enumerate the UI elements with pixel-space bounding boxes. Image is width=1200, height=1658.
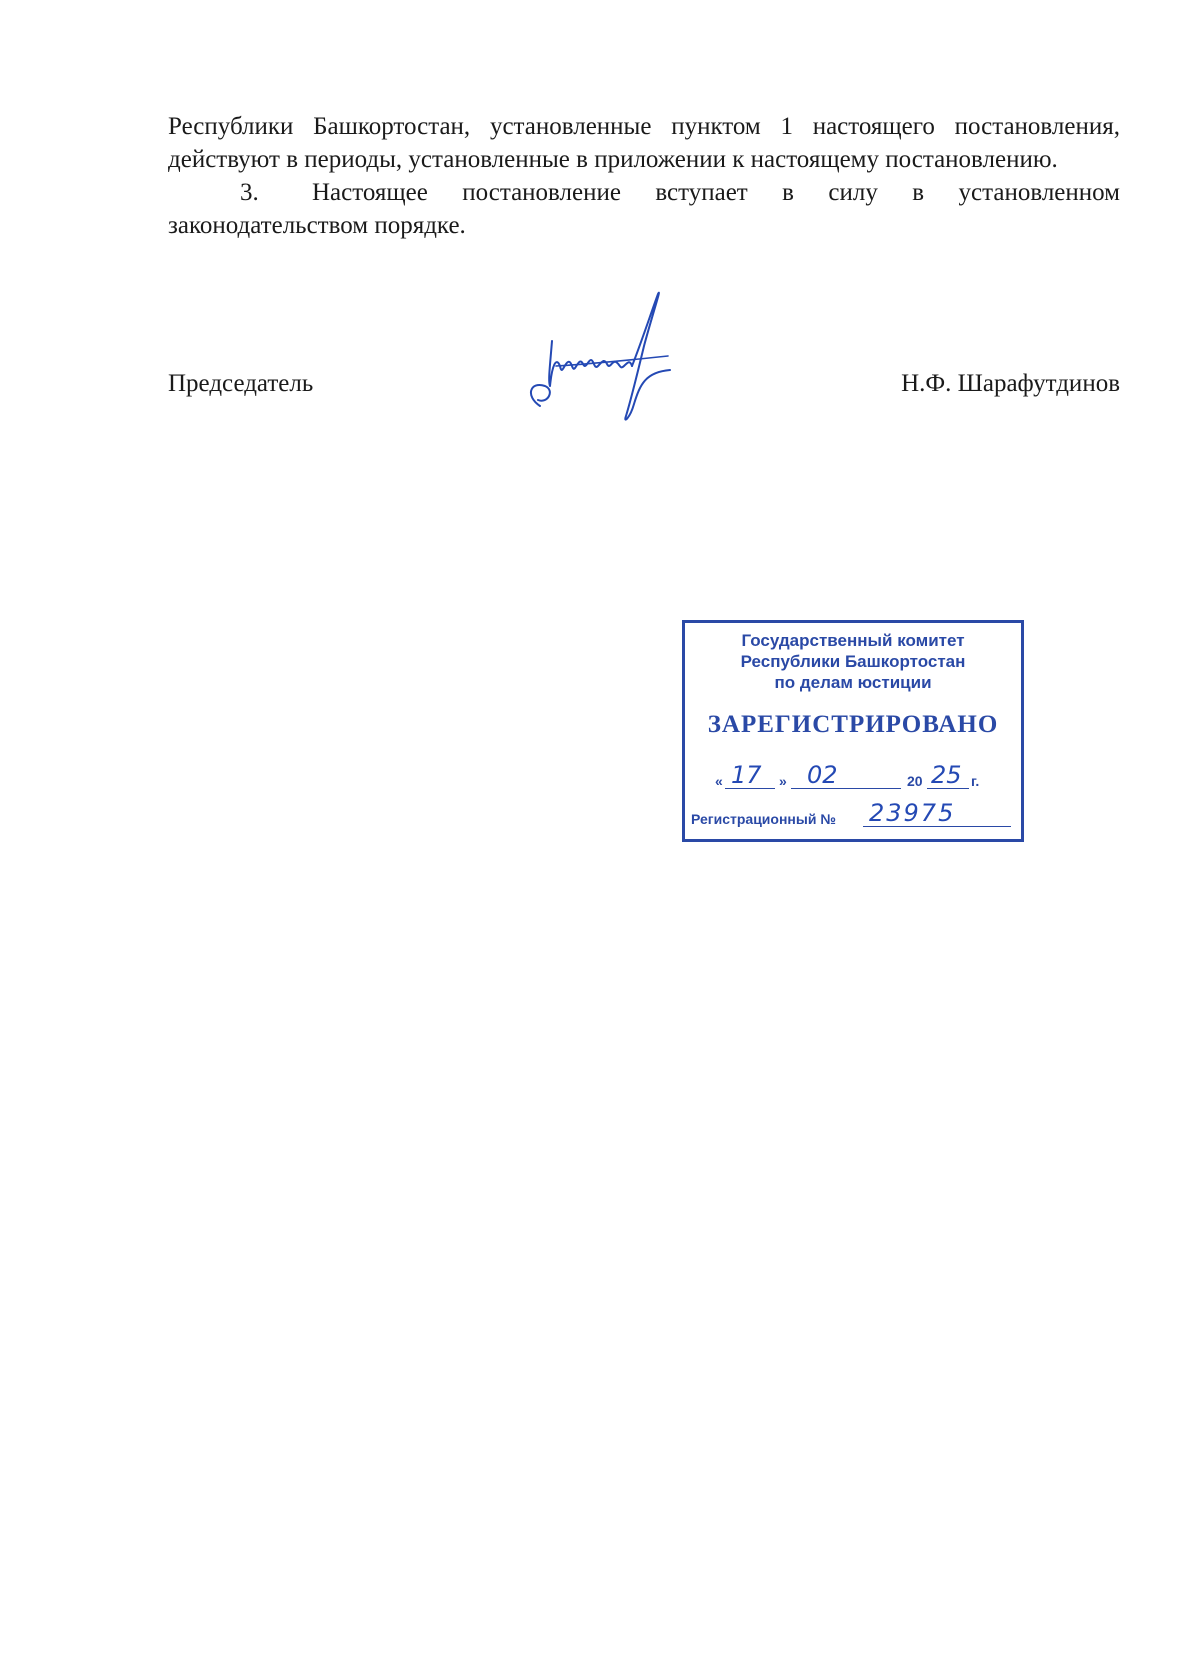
stamp-org-line2: Республики Башкортостан [740,652,966,671]
handwritten-year: 25 [931,761,962,789]
stamp-org-line3: по делам юстиции [774,673,932,692]
document-body [168,110,1120,242]
year-suffix: г. [971,773,980,789]
stamp-date-row [715,761,1005,791]
quote-close: » [779,773,787,789]
stamp-status: ЗАРЕГИСТРИРОВАНО [707,711,999,738]
paragraph-3 [168,176,1120,242]
year-prefix: 20 [907,773,923,789]
handwritten-month: 02 [807,761,838,789]
paragraph-number: 3. [240,179,259,206]
paragraph-continuation: Республики Башкортостан, установленные пунктом 1 настоящего постановления, действуют в периоды, установленные в приложении к настоящему постановлению. [168,113,1120,173]
quote-open: « [715,773,723,789]
handwritten-day: 17 [731,761,762,789]
stamp-org-line1: Государственный комитет [741,631,965,650]
signatory-title: Председатель [168,370,314,397]
signatory-name: Н.Ф. Шарафутдинов [901,370,1120,397]
reg-number-label: Регистрационный № [691,811,836,827]
registration-stamp [682,620,1024,842]
handwritten-signature [520,286,690,426]
stamp-number-row [691,801,1011,831]
paragraph-3-text: Настоящее постановление вступает в силу в установленном законодательством порядке. [168,179,1120,239]
handwritten-reg-number: 23975 [869,799,956,827]
